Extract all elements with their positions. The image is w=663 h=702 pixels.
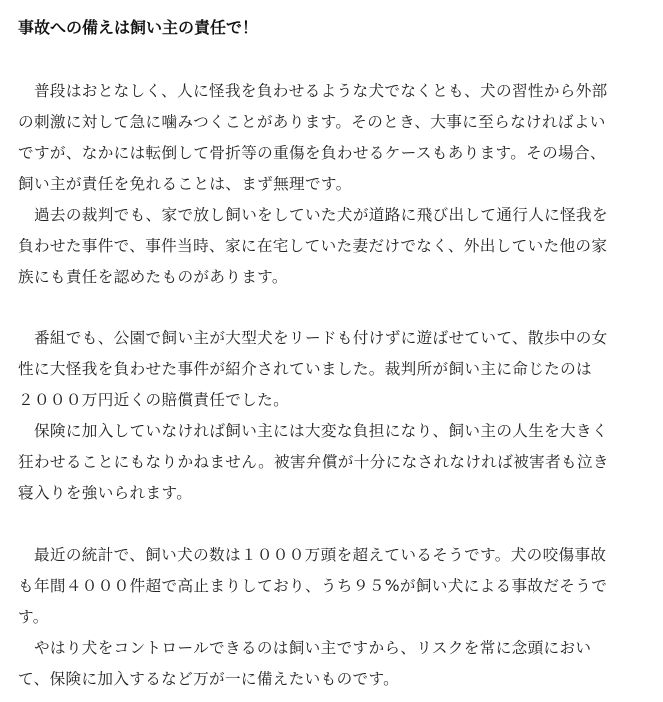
paragraph-line: 飼い主が責任を免れることは、まず無理です。: [18, 175, 352, 193]
paragraph-line: ２０００万円近くの賠償責任でした。: [18, 391, 290, 409]
paragraph-line: 普段はおとなしく、人に怪我を負わせるような犬でなくとも、犬の習性から外部: [18, 82, 608, 100]
article-title: 事故への備えは飼い主の責任で！: [18, 18, 259, 37]
paragraph-line: 保険に加入していなければ飼い主には大変な負担になり、飼い主の人生を大きく: [18, 422, 608, 440]
paragraph-line: 負わせた事件で、事件当時、家に在宅していた妻だけでなく、外出していた他の家: [18, 237, 608, 255]
paragraph-line: やはり犬をコントロールできるのは飼い主ですから、リスクを常に念頭におい: [18, 639, 592, 657]
paragraph-line: 寝入りを強いられます。: [18, 484, 193, 502]
paragraph-line: 狂わせることにもなりかねません。被害弁償が十分になされなければ被害者も泣き: [18, 453, 609, 471]
paragraph-line: て、保険に加入するなど万が一に備えたいものです。: [18, 670, 400, 688]
paragraph-line: 族にも責任を認めたものがあります。: [18, 268, 288, 286]
paragraph-line: 最近の統計で、飼い犬の数は１０００万頭を超えているそうです。犬の咬傷事故: [18, 546, 607, 564]
paragraph-line: ですが、なかには転倒して骨折等の重傷を負わせるケースもあります。その場合、: [18, 144, 606, 162]
paragraph-line: 性に大怪我を負わせた事件が紹介されていました。裁判所が飼い主に命じたのは: [18, 360, 592, 378]
paragraph-line: す。: [18, 608, 49, 626]
paragraph-line: 番組でも、公園で飼い主が大型犬をリードも付けずに遊ばせていて、散歩中の女: [18, 329, 608, 347]
paragraph-line: 過去の裁判でも、家で放し飼いをしていた犬が道路に飛び出して通行人に怪我を: [18, 206, 608, 224]
paragraph-line: も年間４０００件超で高止まりしており、うち９５%が飼い犬による事故だそうで: [18, 577, 608, 595]
paragraph-line: の刺激に対して急に噛みつくことがあります。そのとき、大事に至らなければよい: [18, 113, 606, 131]
